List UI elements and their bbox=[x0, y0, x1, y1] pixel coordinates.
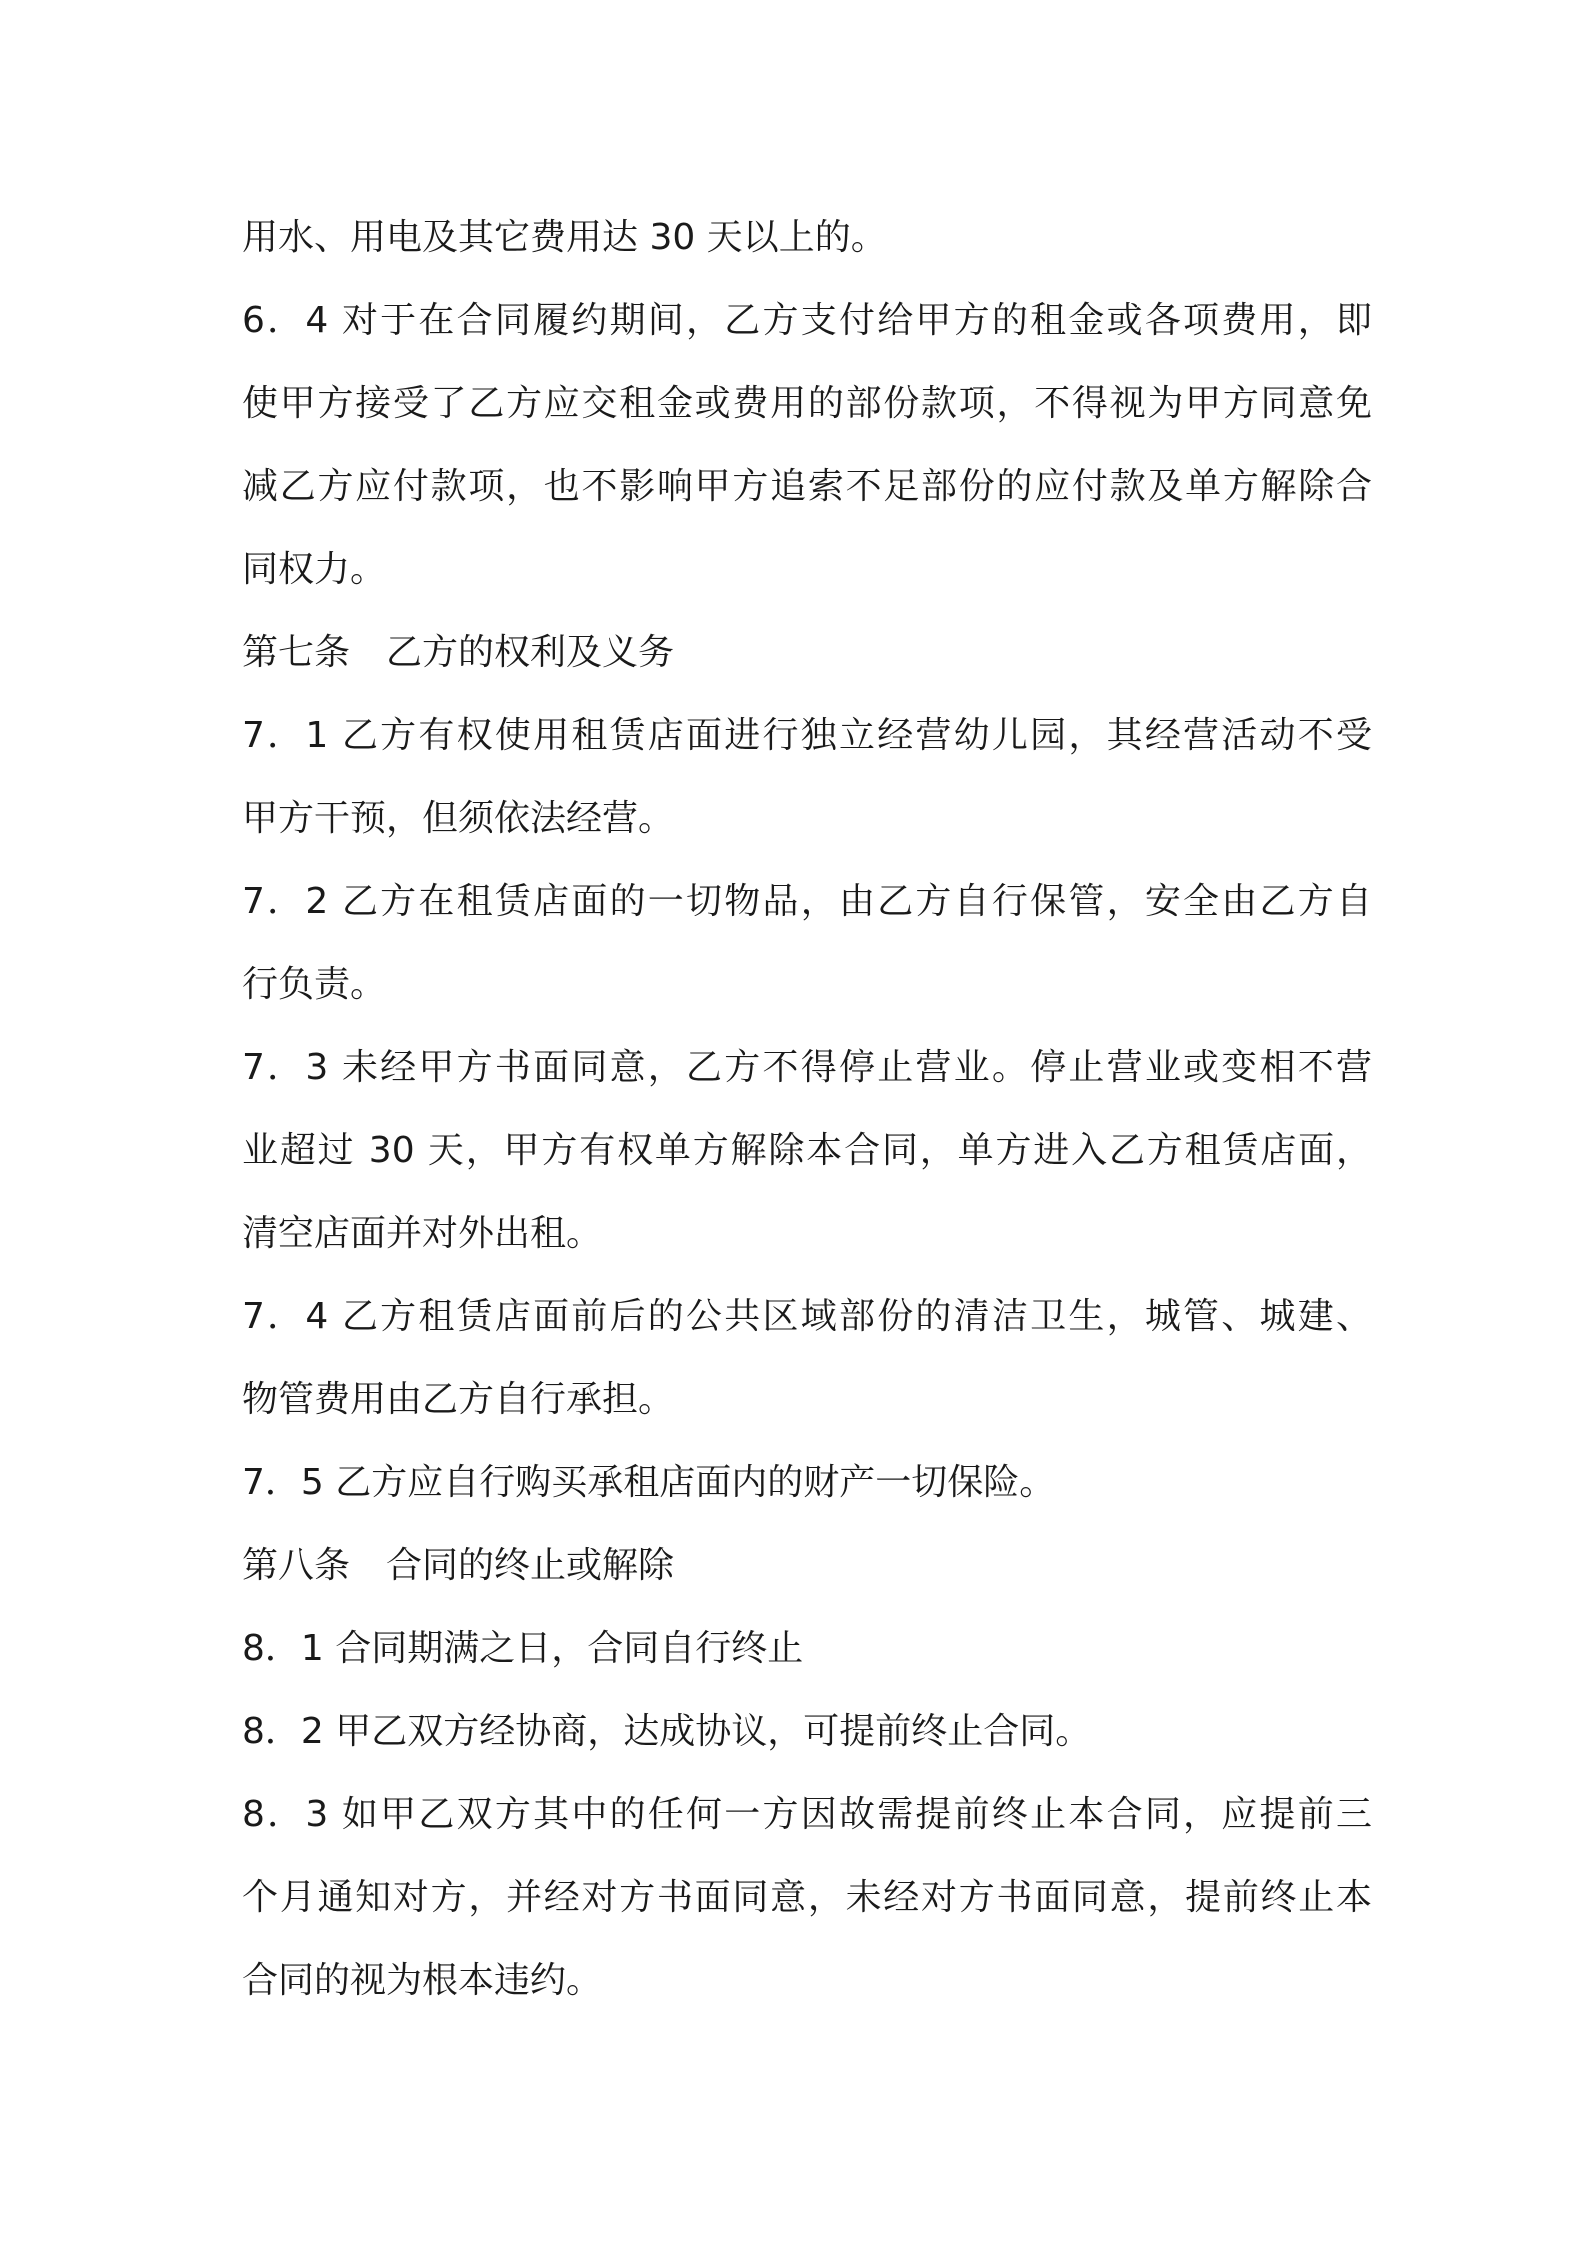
text-line: 甲方干预，但须依法经营。 bbox=[242, 798, 675, 839]
document-body bbox=[242, 196, 1372, 2022]
text-line: 6．4 对于在合同履约期间，乙方支付给甲方的租金或各项费用，即 bbox=[242, 300, 1372, 341]
section-heading: 第七条 乙方的权利及义务 bbox=[242, 632, 675, 673]
text-line: 同权力。 bbox=[242, 549, 387, 590]
text-line: 合同的视为根本违约。 bbox=[242, 1960, 603, 2001]
text-line: 清空店面并对外出租。 bbox=[242, 1213, 603, 1254]
text-line: 7．3 未经甲方书面同意，乙方不得停止营业。停止营业或变相不营 bbox=[242, 1047, 1372, 1088]
text-line: 8．2 甲乙双方经协商，达成协议，可提前终止合同。 bbox=[242, 1711, 1092, 1752]
text-line: 用水、用电及其它费用达 30 天以上的。 bbox=[242, 217, 887, 258]
text-line: 减乙方应付款项，也不影响甲方追索不足部份的应付款及单方解除合 bbox=[242, 466, 1372, 507]
text-line: 业超过 30 天，甲方有权单方解除本合同，单方进入乙方租赁店面， bbox=[242, 1130, 1372, 1171]
section-heading: 第八条 合同的终止或解除 bbox=[242, 1545, 675, 1586]
text-line: 8．3 如甲乙双方其中的任何一方因故需提前终止本合同，应提前三 bbox=[242, 1794, 1372, 1835]
text-line: 7．5 乙方应自行购买承租店面内的财产一切保险。 bbox=[242, 1462, 1056, 1503]
text-line: 7．4 乙方租赁店面前后的公共区域部份的清洁卫生，城管、城建、 bbox=[242, 1296, 1372, 1337]
text-line: 物管费用由乙方自行承担。 bbox=[242, 1379, 675, 1420]
text-line: 行负责。 bbox=[242, 964, 387, 1005]
text-line: 7．2 乙方在租赁店面的一切物品，由乙方自行保管，安全由乙方自 bbox=[242, 881, 1372, 922]
text-line: 8．1 合同期满之日，合同自行终止 bbox=[242, 1628, 804, 1669]
text-line: 个月通知对方，并经对方书面同意，未经对方书面同意，提前终止本 bbox=[242, 1877, 1372, 1918]
text-line: 使甲方接受了乙方应交租金或费用的部份款项，不得视为甲方同意免 bbox=[242, 383, 1372, 424]
text-line: 7．1 乙方有权使用租赁店面进行独立经营幼儿园，其经营活动不受 bbox=[242, 715, 1372, 756]
